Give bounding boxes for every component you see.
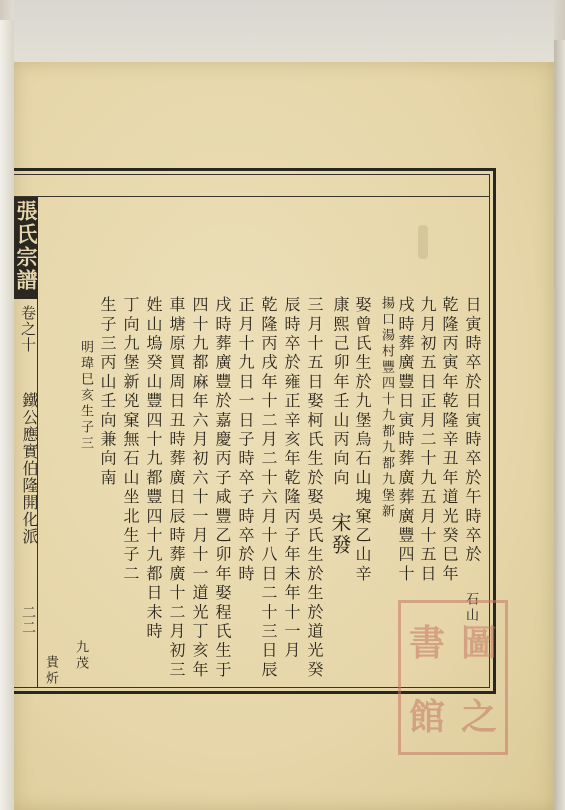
name-gui-xin: 貴炘 — [43, 655, 58, 687]
text-column-2: 乾隆丙寅年乾隆辛丑年道光癸巳年 — [440, 296, 459, 584]
section-label: 鐵公應實伯隆開化派 — [20, 392, 39, 545]
seal-char: 圖 — [460, 621, 497, 664]
text-column-11: 正月十九日一日子時卒子時卒於時 — [236, 296, 255, 584]
volume-label: 卷之十 — [19, 305, 37, 353]
text-column-4: 戌時葬廣豐日寅時葬廣葬廣豐四十 — [396, 296, 415, 584]
text-column-12: 戌時葬廣豐於嘉慶丙子咸豐乙卯年娶程氏生于 — [213, 296, 232, 680]
text-column-3: 九月初五日正月二十九五月十五日 — [418, 296, 437, 584]
ink-smudge — [418, 225, 428, 259]
text-column-13: 四十九都麻年六月初六十一月十一道光丁亥年 — [190, 296, 209, 680]
text-column-18: 明瑋巳亥生子三 — [78, 340, 93, 452]
text-column-14: 車塘原買周日丑時葬廣日辰時葬廣十二月初三 — [167, 296, 186, 680]
seal-char: 之 — [460, 696, 497, 739]
text-column-5: 揚口湯村豐四十九都九都九堡新 — [379, 296, 394, 520]
top-strip — [14, 0, 554, 62]
left-edge — [0, 20, 14, 810]
page-number: 二二 — [20, 605, 36, 635]
frame-top-line — [14, 196, 490, 197]
library-seal — [398, 600, 508, 755]
text-column-7: 康熙己卯年壬山丙向向 — [331, 296, 350, 488]
text-column-17: 生子三丙山壬向兼向南 — [98, 296, 117, 488]
text-column-15: 姓山塢癸山豐四十九都豐四十九都日未時 — [144, 296, 163, 642]
seal-char: 館 — [408, 696, 445, 739]
text-column-6: 娶曾氏生於九堡烏石山塊窠乙山辛 — [353, 296, 372, 584]
text-column-9: 辰時卒於雍正辛亥年乾隆丙子年未年十一月 — [282, 296, 301, 661]
text-column-16: 丁向九堡新兇窠無石山坐北生子二 — [121, 296, 140, 584]
text-column-10: 乾隆丙戌年十二月二十六月十八日二十三日辰 — [259, 296, 278, 680]
fish-tail-mark — [14, 293, 38, 299]
text-column-1: 日寅時卒於日寅時卒於午時卒於 — [463, 296, 482, 565]
name-shi-chu: 石山 — [463, 592, 478, 624]
text-column-8: 三月十五日娶柯氏生於娶吳氏生於生於道光癸 — [305, 296, 324, 680]
name-song-fa: 宋發 — [328, 512, 352, 556]
right-edge — [554, 40, 565, 810]
seal-char: 書 — [408, 621, 445, 664]
name-jiu-mao: 九茂 — [73, 640, 88, 672]
page-title: 張氏宗譜 — [14, 200, 39, 292]
